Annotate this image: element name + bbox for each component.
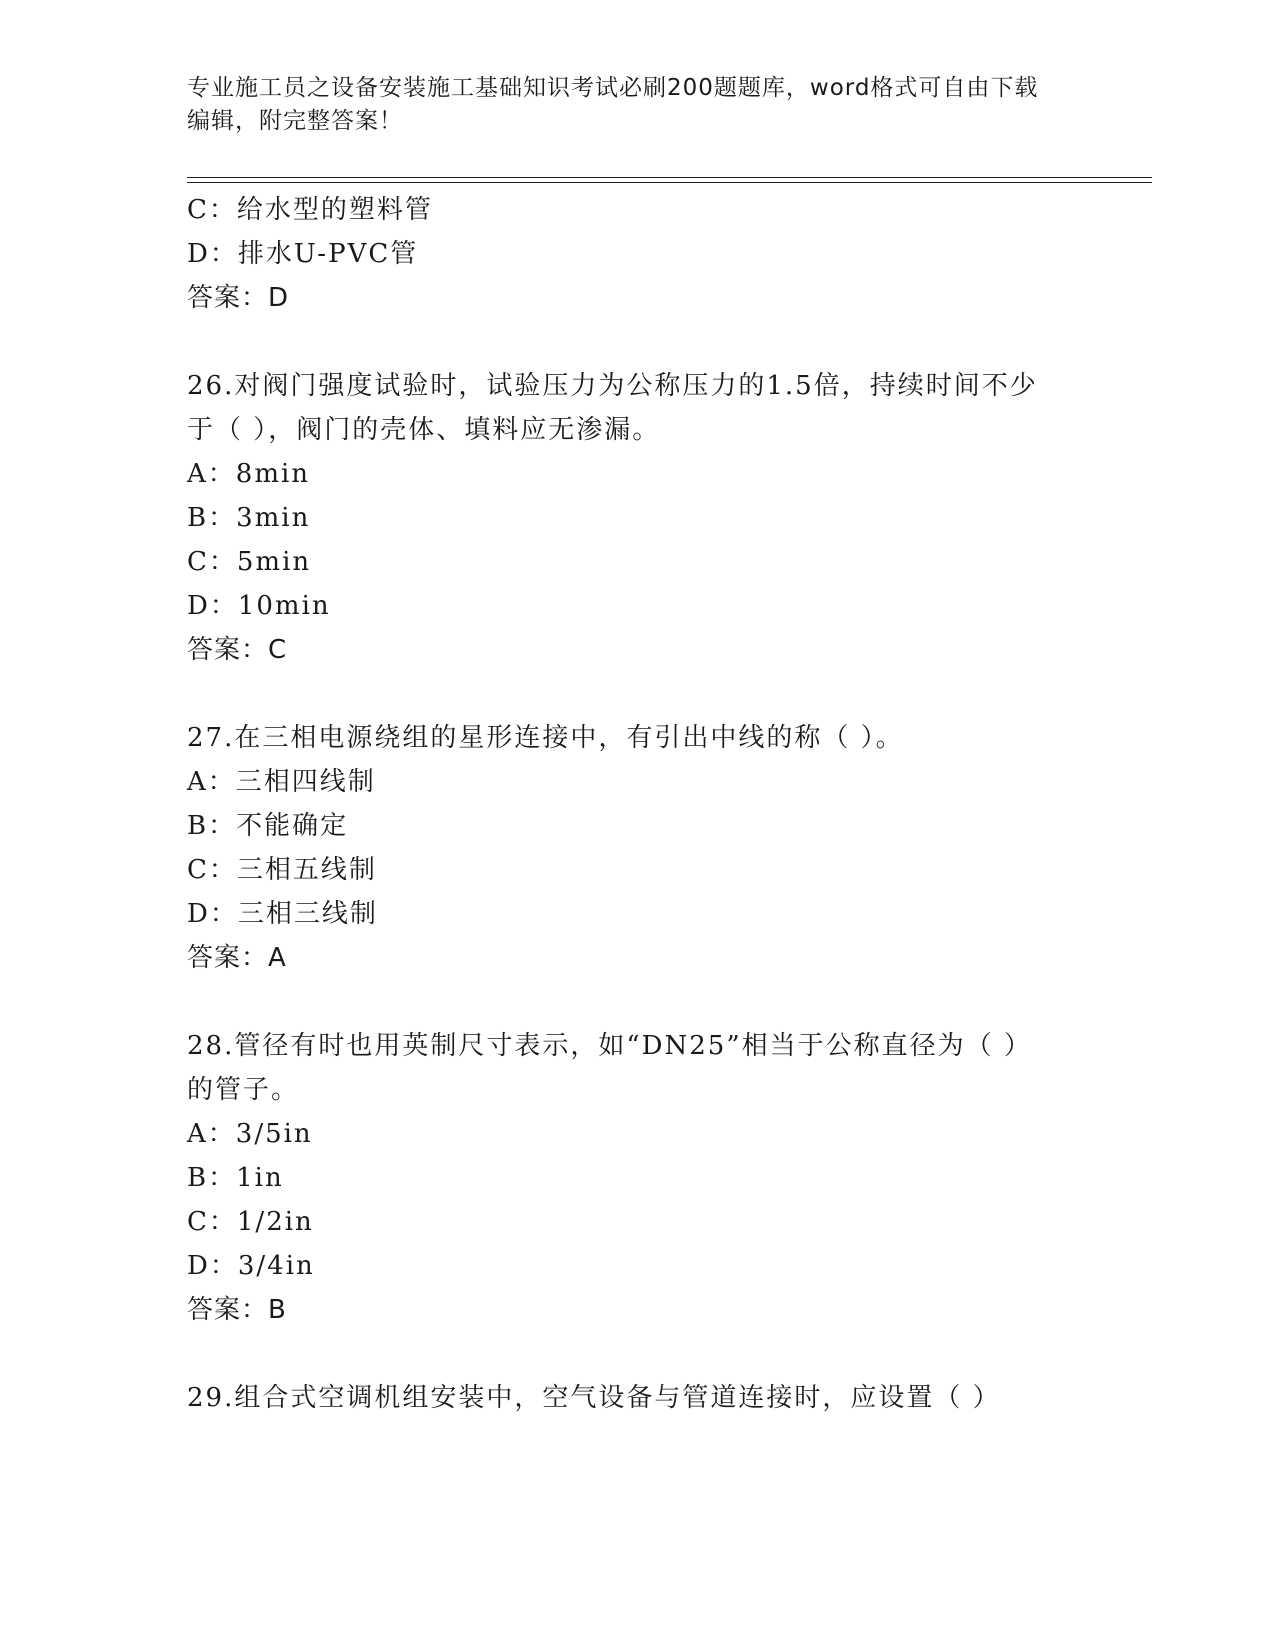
q28-stem-line-2: 的管子。 <box>187 1075 300 1105</box>
q26-option-d: D：10min <box>187 591 331 621</box>
q26-option-b: B：3min <box>187 503 311 533</box>
document-header <box>187 72 1087 138</box>
q25-answer: 答案：D <box>187 283 290 313</box>
q28-answer: 答案：B <box>187 1295 287 1325</box>
q27-option-d: D：三相三线制 <box>187 899 378 929</box>
q27-option-b: B：不能确定 <box>187 811 349 841</box>
q26-stem-line-2: 于（ ），阀门的壳体、填料应无渗漏。 <box>187 415 661 445</box>
header-divider-top <box>187 177 1152 178</box>
q27-stem-line-1: 27.在三相电源绕组的星形连接中，有引出中线的称（ ）。 <box>187 723 904 753</box>
q27-answer: 答案：A <box>187 943 287 973</box>
q27-option-a: A：三相四线制 <box>187 767 376 797</box>
q26-answer: 答案：C <box>187 635 288 665</box>
q26-stem-line-1: 26.对阀门强度试验时，试验压力为公称压力的1.5倍，持续时间不少 <box>187 371 1038 401</box>
header-line-1: 专业施工员之设备安装施工基础知识考试必刷200题题库，word格式可自由下载 <box>187 75 1039 101</box>
q26-option-a: A：8min <box>187 459 311 489</box>
q28-option-a: A：3/5in <box>187 1119 313 1149</box>
q27-option-c: C：三相五线制 <box>187 855 377 885</box>
header-line-2: 编辑，附完整答案！ <box>187 108 403 134</box>
q28-option-c: C：1/2in <box>187 1207 314 1237</box>
q28-stem-line-1: 28.管径有时也用英制尺寸表示，如“DN25”相当于公称直径为（ ） <box>187 1031 1032 1061</box>
q28-option-d: D：3/4in <box>187 1251 315 1281</box>
q28-option-b: B：1in <box>187 1163 284 1193</box>
q25-option-c: C：给水型的塑料管 <box>187 195 433 225</box>
q25-option-d: D：排水U-PVC管 <box>187 239 419 269</box>
header-divider-bottom <box>187 182 1152 183</box>
q26-option-c: C：5min <box>187 547 312 577</box>
q29-stem-line-1: 29.组合式空调机组安装中，空气设备与管道连接时，应设置（ ） <box>187 1383 1001 1413</box>
